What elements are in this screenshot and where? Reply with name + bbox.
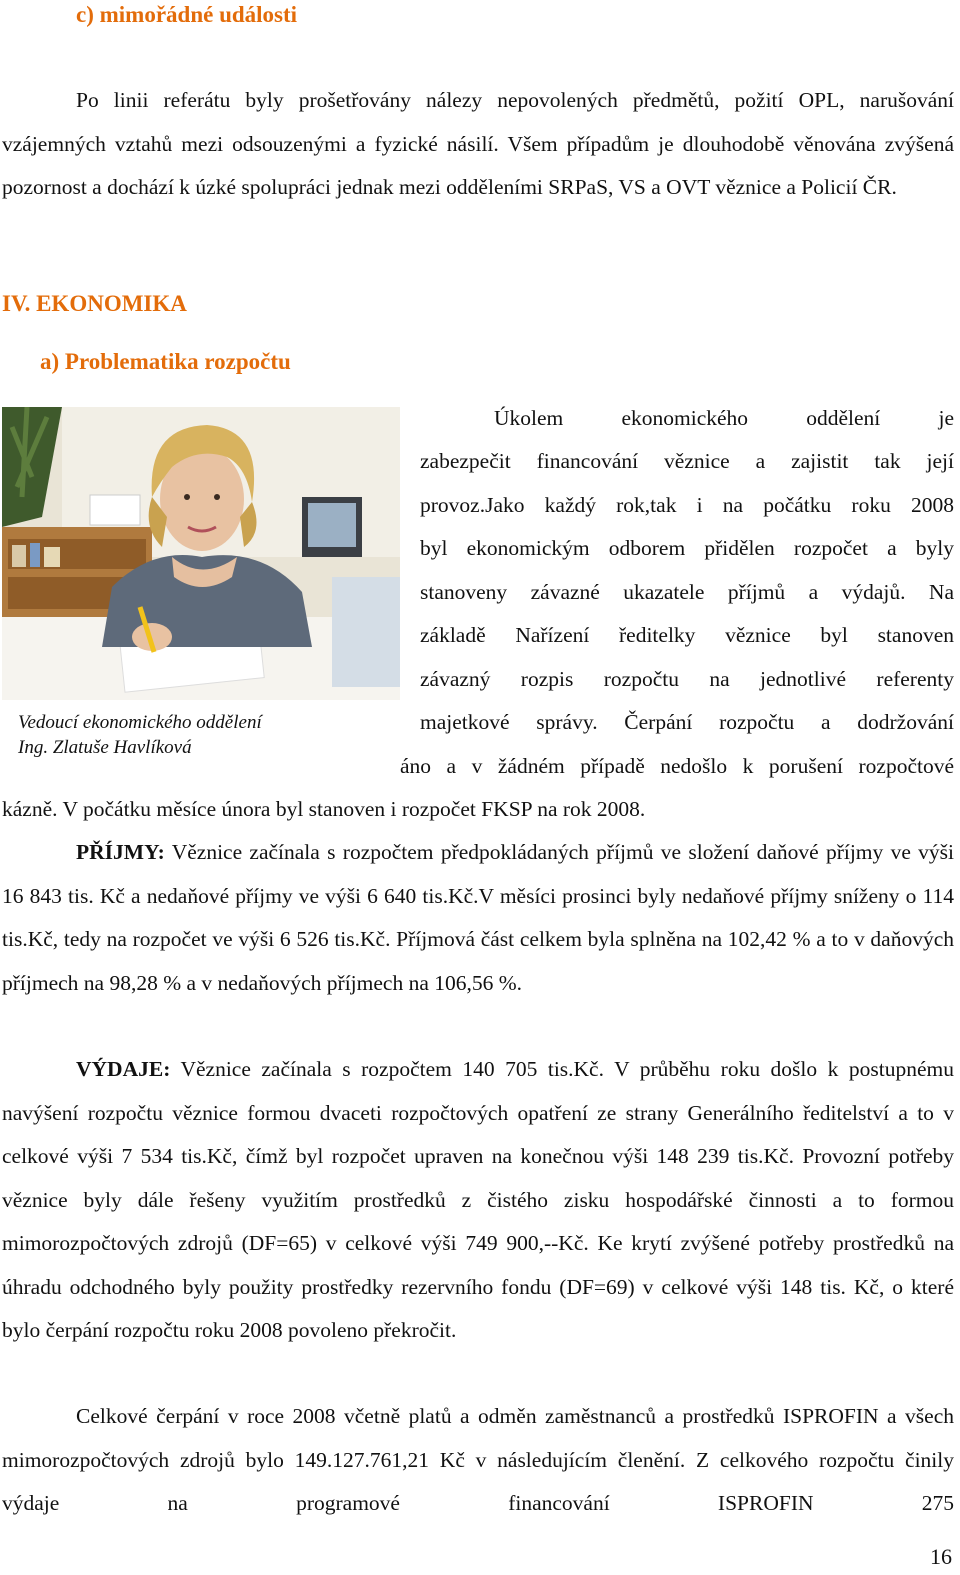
budget-line-10: kázně. V počátku měsíce února byl stanoven i rozpočet FKSP na rok 2008. [2, 797, 646, 821]
expenses-label: VÝDAJE: [76, 1057, 171, 1081]
income-text: Věznice začínala s rozpočtem předpokládaných příjmů ve složení daňové příjmy ve výši 16 843 tis. Kč a nedaňové příjmy ve výši 6 640 tis.Kč.V měsíci prosinci byly nedaňové příjmy sníženy o 114 tis.Kč, tedy na rozpočet ve výši 6 526 tis.Kč. Příjmová část celkem byla splněna na 102,42 % a to v daňových příjmech na 98,28 % a v nedaňových příjmech na 106,56 %. [2, 840, 954, 995]
budget-line-9: áno a v žádném případě nedošlo k porušení rozpočtové [400, 754, 954, 778]
budget-line-3: provoz.Jako každý rok,tak i na počátku roku 2008 [420, 493, 954, 517]
photo-caption-name: Ing. Zlatuše Havlíková [18, 737, 192, 758]
paragraph-expenses [2, 1048, 954, 1353]
section-heading-budget: a) Problematika rozpočtu [40, 349, 291, 374]
chapter-heading-economy: IV. EKONOMIKA [2, 291, 187, 316]
income-label: PŘÍJMY: [76, 840, 165, 864]
section-heading-extraordinary-events: c) mimořádné události [76, 2, 298, 27]
portrait-photo [2, 407, 400, 700]
budget-line-8: majetkové správy. Čerpání rozpočtu a dodržování [420, 710, 954, 734]
budget-line-4: byl ekonomickým odborem přidělen rozpočet a byly [420, 536, 954, 560]
photo-caption-title: Vedoucí ekonomického oddělení [18, 712, 262, 733]
budget-line-5: stanoveny závazné ukazatele příjmů a výdajů. Na [420, 580, 954, 604]
paragraph-income [2, 831, 954, 1005]
paragraph-incidents: Po linii referátu byly prošetřovány nálezy nepovolených předmětů, požití OPL, narušování vzájemných vztahů mezi odsouzenými a fyzické násilí. Všem případům je dlouhodobě věnována zvýšená pozornost a dochází k úzké spolupráci jednak mezi odděleními SRPaS, VS a OVT věznice a Policií ČR. [2, 88, 954, 199]
page-number: 16 [930, 1544, 952, 1569]
budget-line-1: Úkolem ekonomického oddělení je [494, 406, 954, 430]
budget-line-6: základě Nařízení ředitelky věznice byl stanoven [420, 623, 954, 647]
expenses-text: Věznice začínala s rozpočtem 140 705 tis.Kč. V průběhu roku došlo k postupnému navýšení rozpočtu věznice formou dvaceti rozpočtových opatření ze strany Generálního ředitelství a to v celkové výši 7 534 tis.Kč, čímž byl rozpočet upraven na konečnou výši 148 239 tis.Kč. Provozní potřeby věznice byly dále řešeny využitím prostředků z čistého zisku hospodářské činnosti a to formou mimorozpočtových zdrojů (DF=65) v celkové výši 749 900,--Kč. Ke krytí zvýšené potřeby prostředků na úhradu odchodného byly použity prostředky rezervního fondu (DF=69) v celkové výši 148 tis. Kč, o které bylo čerpání rozpočtu roku 2008 povoleno překročit. [2, 1057, 954, 1342]
paragraph-total-spending: Celkové čerpání v roce 2008 včetně platů a odměn zaměstnanců a prostředků ISPROFIN a všech mimorozpočtových zdrojů bylo 149.127.761,21 Kč v následujícím členění. Z celkového rozpočtu činily výdaje na programové financování ISPROFIN 275 [2, 1404, 954, 1515]
budget-line-2: zabezpečit financování věznice a zajistit tak její [420, 449, 954, 473]
budget-line-7: závazný rozpis rozpočtu na jednotlivé referenty [420, 667, 954, 691]
portrait-illustration [2, 407, 400, 700]
